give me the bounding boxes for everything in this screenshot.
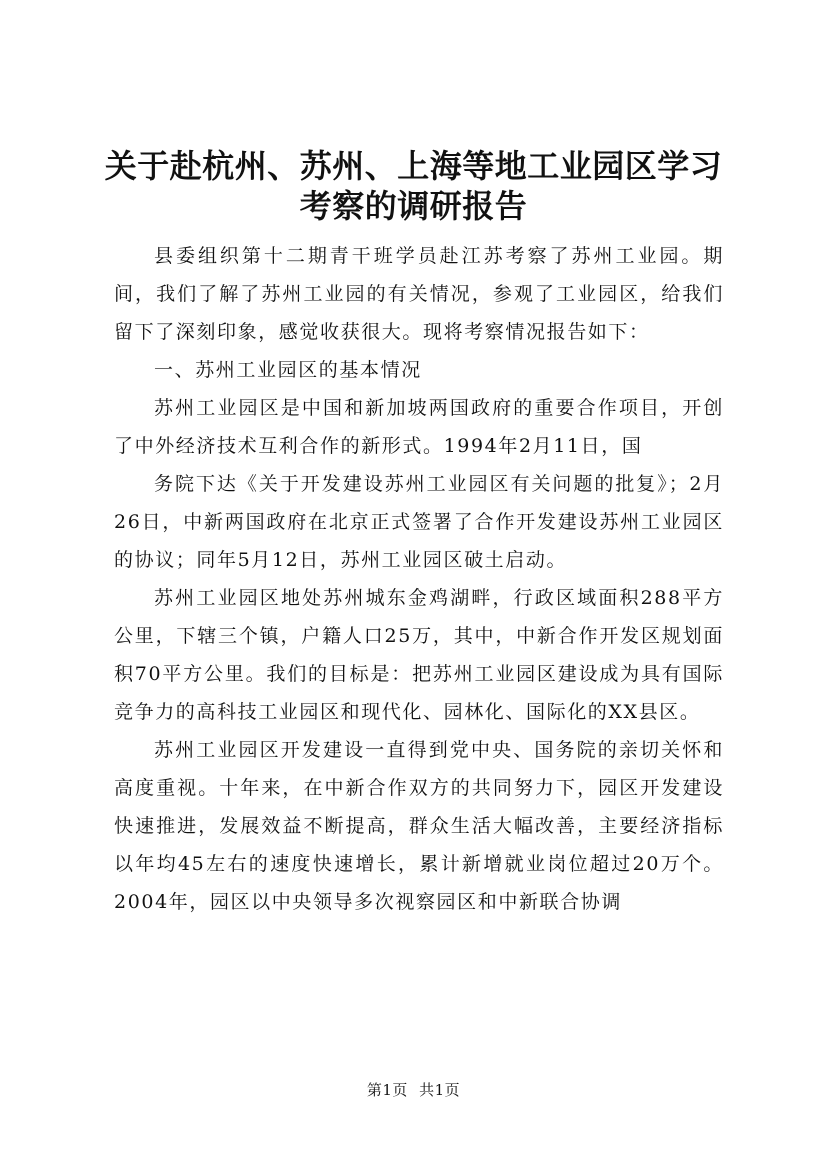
paragraph-development: 苏州工业园区开发建设一直得到党中央、国务院的亲切关怀和高度重视。十年来，在中新合作双方的共同努力下，园区开发建设快速推进，发展效益不断提高，群众生活大幅改善，主要经济指标以年均45左右的速度快速增长，累计新增就业岗位超过20万个。2004年，园区以中央领导多次视察园区和中新联合协调: [114, 739, 724, 913]
paragraph-intro: 县委组织第十二期青干班学员赴江苏考察了苏州工业园。期间，我们了解了苏州工业园的有关情况，参观了工业园区，给我们留下了深刻印象，感觉收获很大。现将考察情况报告如下：: [114, 245, 724, 343]
paragraph-project-overview: 苏州工业园区是中国和新加坡两国政府的重要合作项目，开创了中外经济技术互利合作的新形式。1994年2月11日，国: [114, 397, 724, 457]
document-body: [114, 237, 724, 921]
page-footer: [0, 1080, 827, 1100]
paragraph-location-area: 苏州工业园区地处苏州城东金鸡湖畔，行政区域面积288平方公里，下辖三个镇，户籍人口25万，其中，中新合作开发区规划面积70平方公里。我们的目标是：把苏州工业园区建设成为具有国际竞争力的高科技工业园区和现代化、园林化、国际化的XX县区。: [114, 587, 724, 723]
section-heading-basic-info: 一、苏州工业园区的基本情况: [154, 359, 422, 381]
paragraph-project-approval: 务院下达《关于开发建设苏州工业园区有关问题的批复》；2月26日，中新两国政府在北京正式签署了合作开发建设苏州工业园区的协议；同年5月12日，苏州工业园区破土启动。: [114, 473, 724, 571]
page-number-total: 共1页: [419, 1081, 461, 1099]
document-title: 关于赴杭州、苏州、上海等地工业园区学习考察的调研报告: [104, 147, 723, 225]
page-number-current: 第1页: [366, 1081, 408, 1099]
